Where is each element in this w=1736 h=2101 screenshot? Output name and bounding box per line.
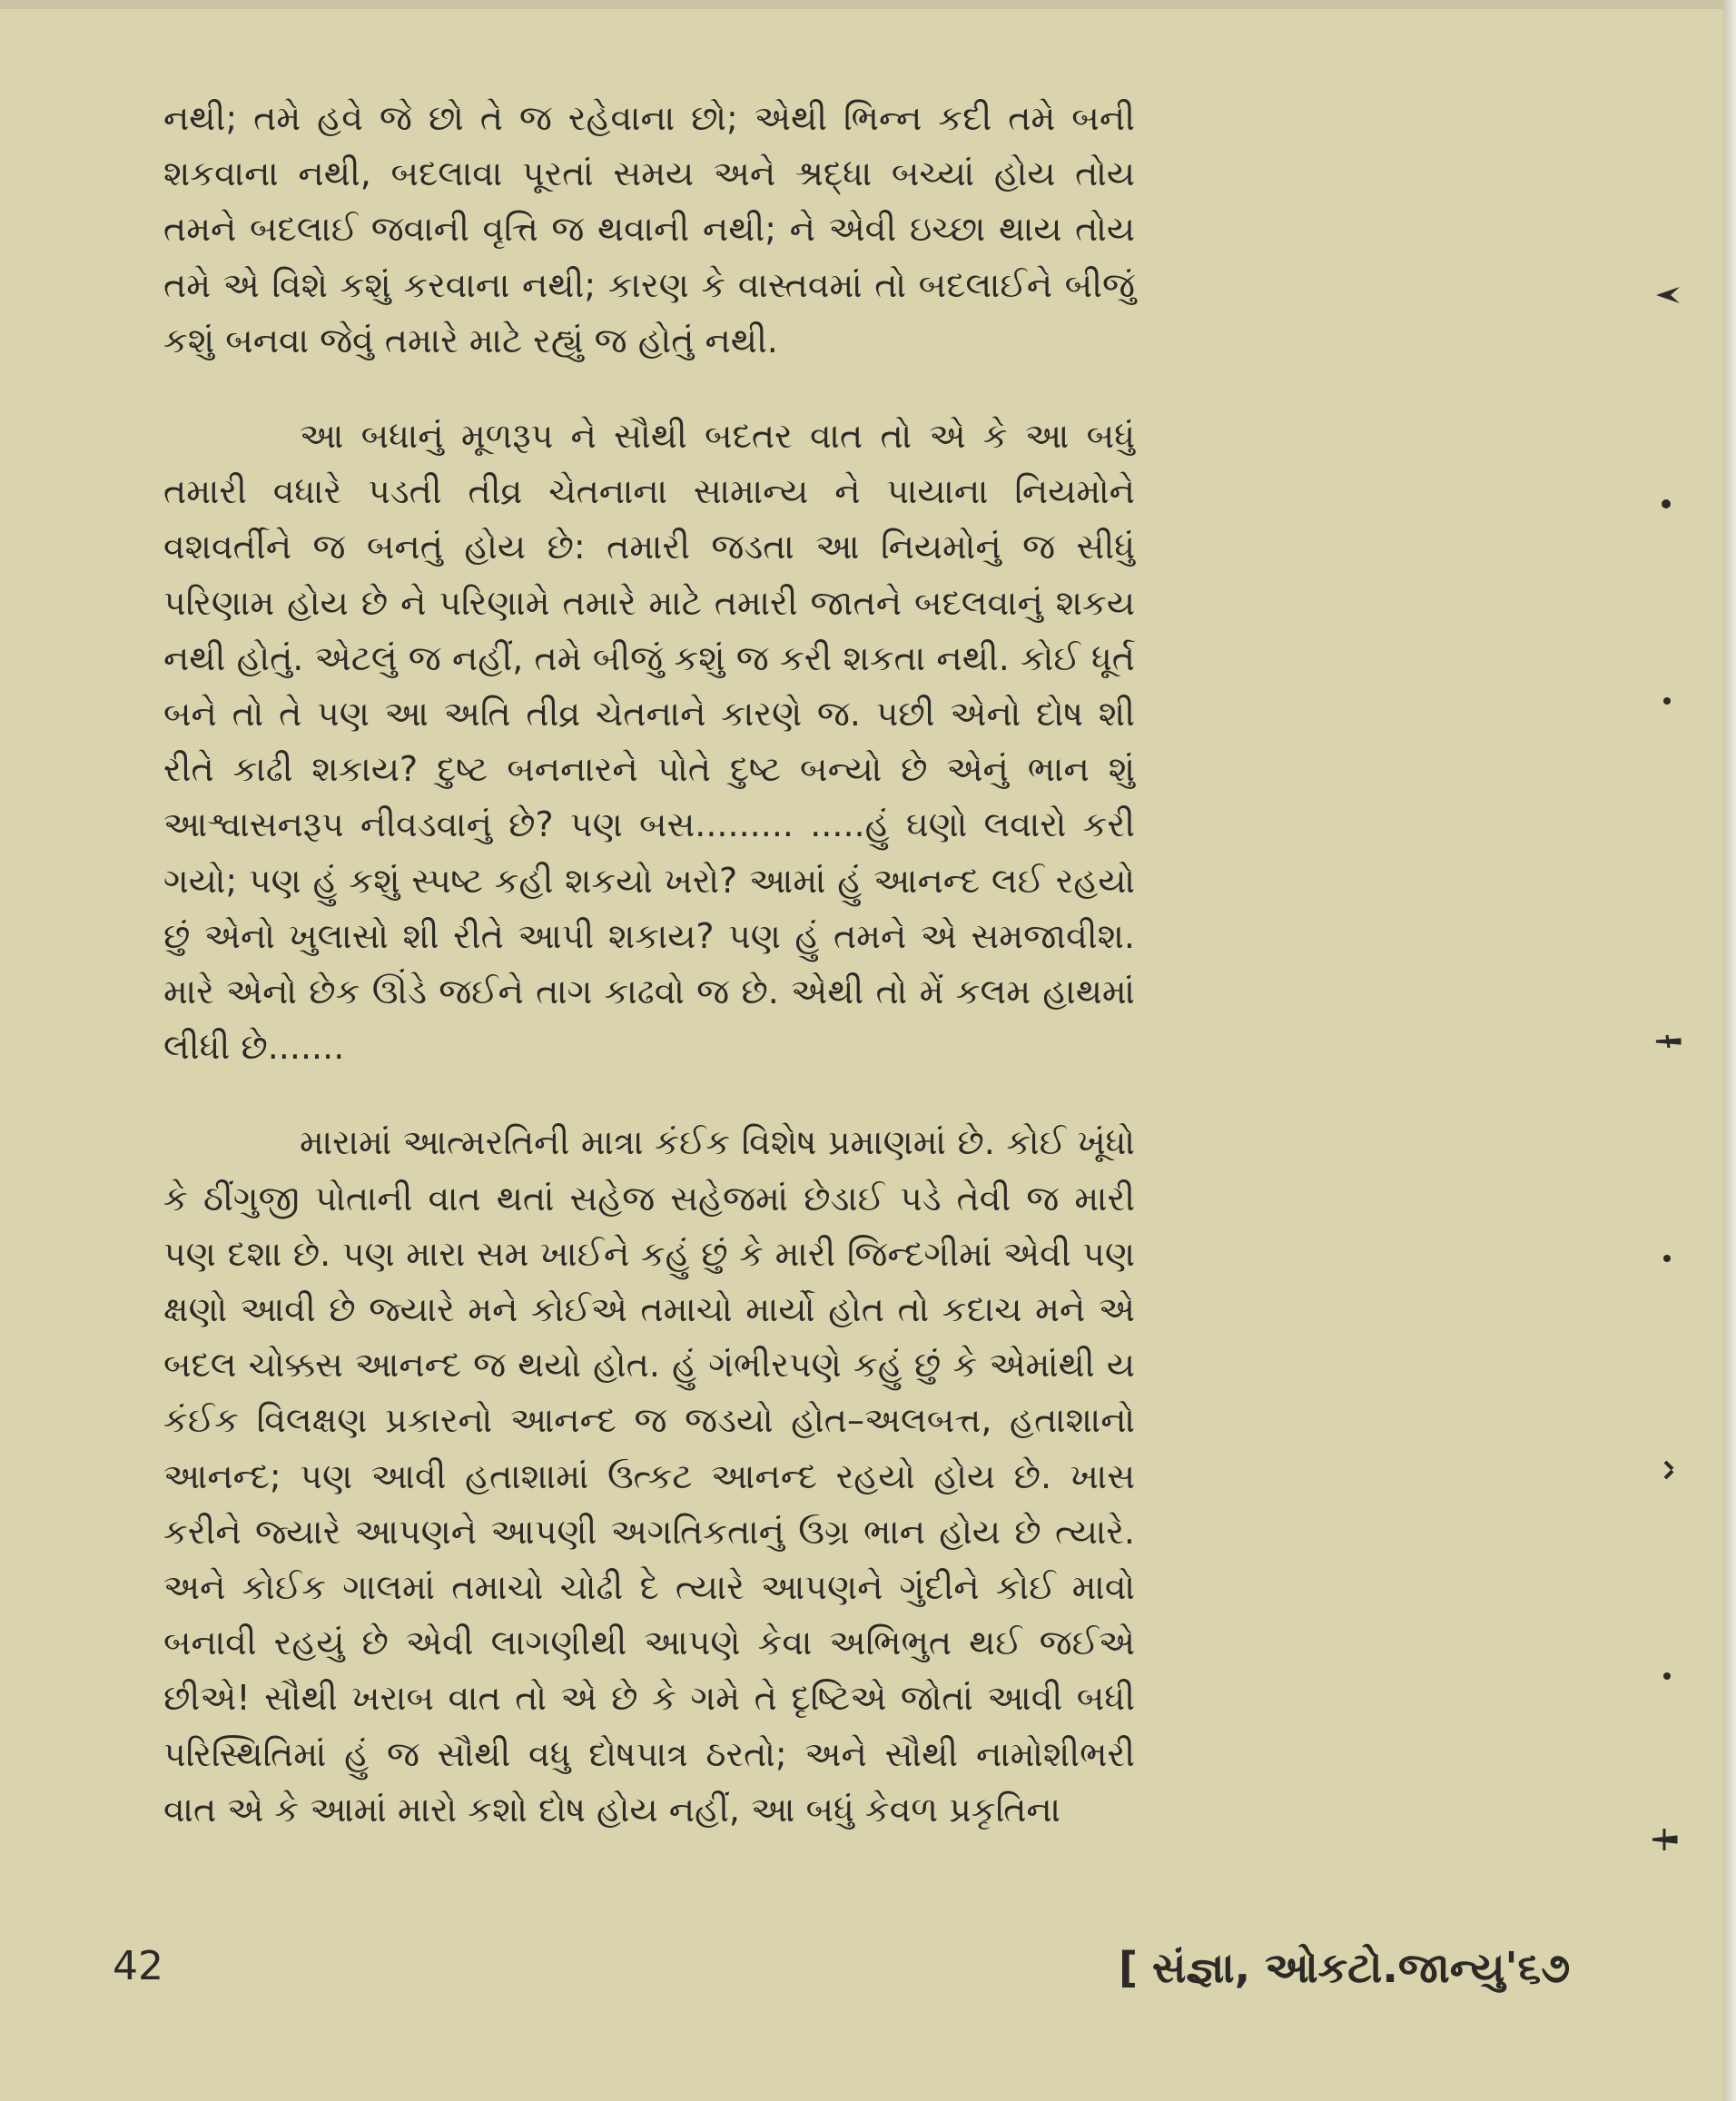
margin-dot-icon — [1660, 498, 1672, 510]
paper-top-edge — [0, 0, 1736, 9]
margin-mark-icon — [1651, 1825, 1678, 1852]
page-number: 42 — [113, 1943, 163, 1989]
margin-mark-icon — [1656, 1456, 1683, 1484]
paper-right-edge — [1723, 0, 1736, 2101]
margin-dot-icon — [1662, 695, 1672, 706]
margin-dot-icon — [1662, 1671, 1672, 1682]
paragraph-3: મારામાં આત્મરતિની માત્રા કંઈક વિશેષ પ્રમાણમાં છે. કોઈ ખૂંધો કે ઠીંગુજી પોતાની વાત થતાં સહેજ સહેજમાં છેડાઈ પડે તેવી જ મારી પણ દશા છે. પણ મારા સમ ખાઈને કહું છું કે મારી જિન્દગીમાં એવી પણ ક્ષણો આવી છે જ્યારે મને કોઈએ તમાચો માર્યો હોત તો કદાચ મને એ બદલ ચોક્કસ આનન્દ જ થયો હોત. હું ગંભીરપણે કહું છું કે એમાંથી ય કંઈક વિલક્ષણ પ્રકારનો આનન્દ જ જડયો હોત–અલબત્ત, હતાશાનો આનન્દ; પણ આવી હતાશામાં ઉત્કટ આનન્દ રહયો હોય છે. ખાસ કરીને જ્યારે આપણને આપણી અગતિકતાનું ઉગ્ર ભાન હોય છે ત્યારે. અને કોઈક ગાલમાં તમાચો ચોઢી દે ત્યારે આપણને ગુંદીને કોઈ માવો બનાવી રહયું છે એવી લાગણીથી આપણે કેવા અભિભુત થઈ જઈએ છીએ! સૌથી ખરાબ વાત તો એ છે કે ગમે તે દૃષ્ટિએ જોતાં આવી બધી પરિસ્થિતિમાં હું જ સૌથી વધુ દોષપાત્ર ઠરતો; અને સૌથી નામોશીભરી વાત એ કે આમાં મારો કશો દોષ હોય નહીં, આ બધું કેવળ પ્રકૃતિના — [163, 1122, 1135, 1830]
margin-dot-icon — [1662, 1253, 1672, 1264]
journal-citation: [ સંજ્ઞા, ઓકટો.જાન્યુ'૬૭ — [1119, 1943, 1571, 1992]
margin-mark-icon — [1654, 281, 1682, 309]
body-text — [163, 91, 1135, 1838]
margin-mark-icon — [1654, 1028, 1682, 1055]
paragraph-2: આ બધાનું મૂળરૂપ ને સૌથી બદતર વાત તો એ કે આ બધું તમારી વધારે પડતી તીવ્ર ચેતનાના સામાન્ય ને પાયાના નિયમોને વશવર્તીને જ બનતું હોય છે: તમારી જડતા આ નિયમોનું જ સીધું પરિણામ હોય છે ને પરિણામે તમારે માટે તમારી જાતને બદલવાનું શકય નથી હોતું. એટલું જ નહીં, તમે બીજું કશું જ કરી શકતા નથી. કોઈ ધૂર્ત બને તો તે પણ આ અતિ તીવ્ર ચેતનાને કારણે જ. પછી એનો દોષ શી રીતે કાઢી શકાય? દુષ્ટ બનનારને પોતે દુષ્ટ બન્યો છે એનું ભાન શું આશ્વાસનરૂપ નીવડવાનું છે? પણ બસ......... .....હું ઘણો લવારો કરી ગયો; પણ હું કશું સ્પષ્ટ કહી શકયો ખરો? આમાં હું આનન્દ લઈ રહયો છું એનો ખુલાસો શી રીતે આપી શકાય? પણ હું તમને એ સમજાવીશ. મારે એનો છેક ઊંડે જઈને તાગ કાઢવો જ છે. એથી તો મેં કલમ હાથમાં લીધી છે....... — [163, 416, 1135, 1068]
paragraph-1: નથી; તમે હવે જે છો તે જ રહેવાના છો; એથી ભિન્ન કદી તમે બની શકવાના નથી, બદલાવા પૂરતાં સમય અને શ્રદ્ધા બચ્યાં હોય તોય તમને બદલાઈ જવાની વૃત્તિ જ થવાની નથી; ને એવી ઇચ્છા થાય તોય તમે એ વિશે કશું કરવાના નથી; કારણ કે વાસ્તવમાં તો બદલાઈને બીજું કશું બનવા જેવું તમારે માટે રહ્યું જ હોતું નથી. — [163, 98, 1135, 360]
